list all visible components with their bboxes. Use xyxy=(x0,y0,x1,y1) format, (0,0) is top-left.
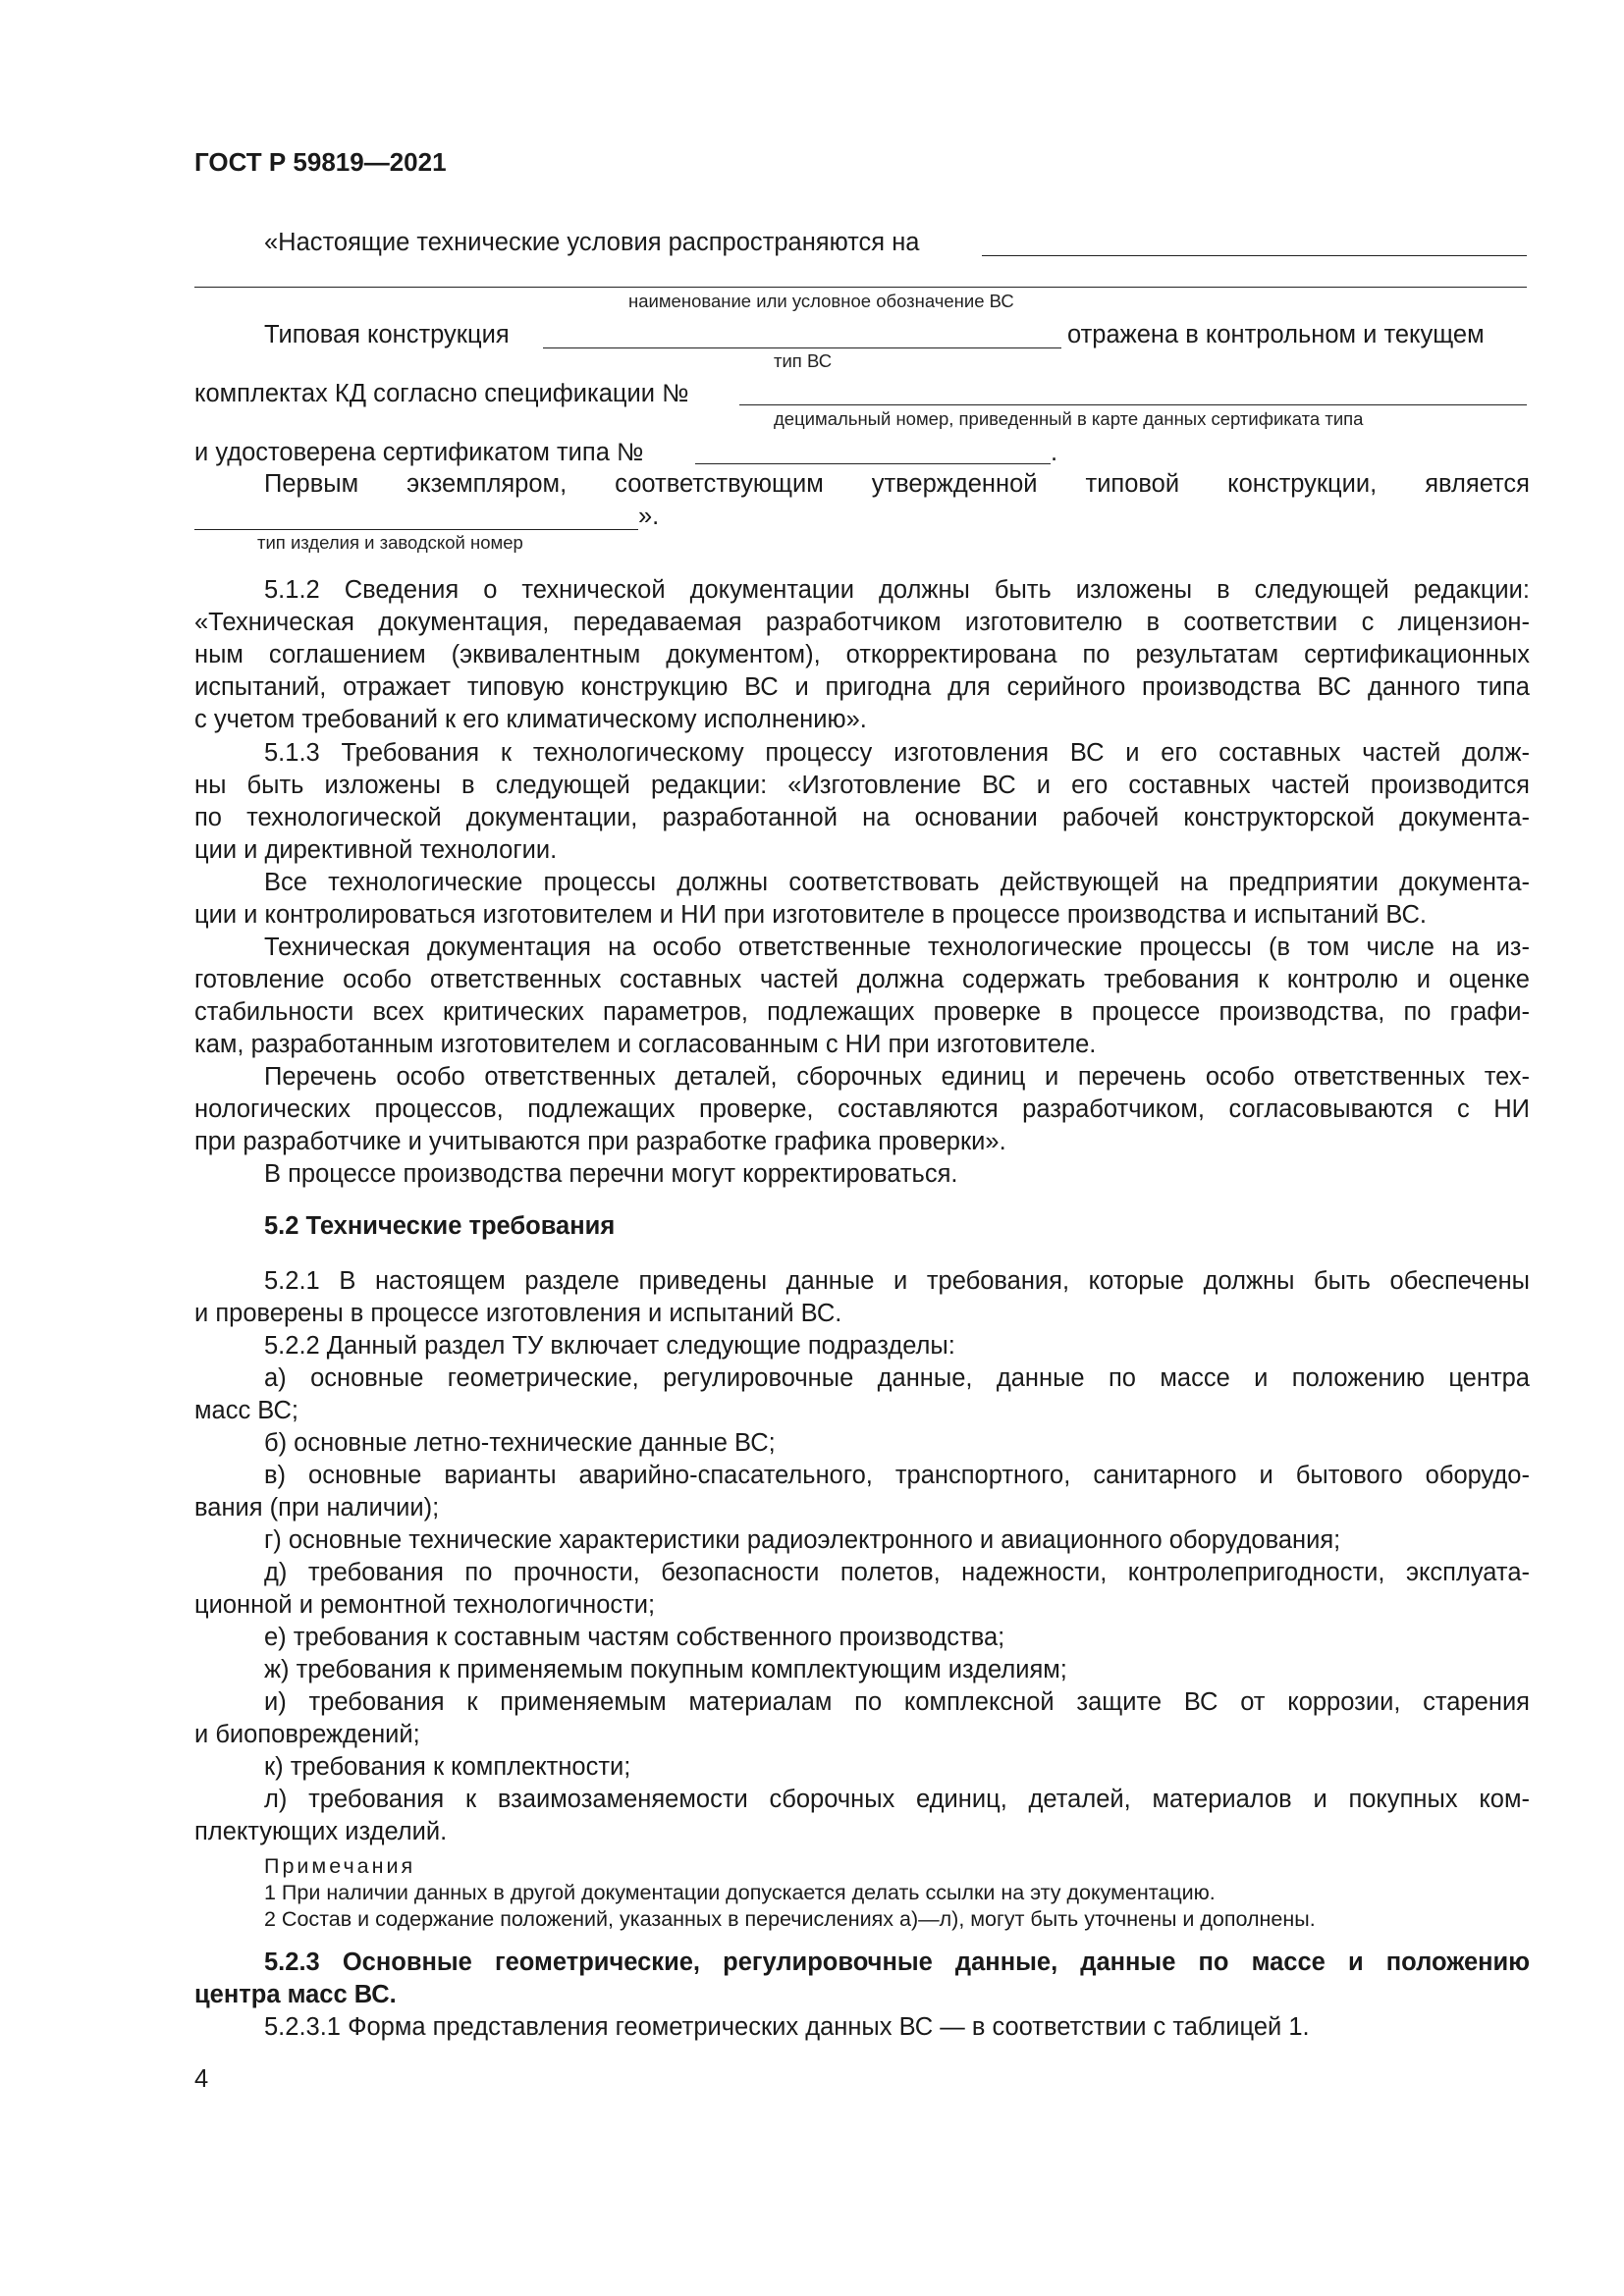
caption-decimal-number: децимальный номер, приведенный в карте данных сертификата типа xyxy=(774,408,1364,429)
heading-5-2: 5.2 Технические требования xyxy=(264,1212,616,1240)
section-5-1-2: 5.1.2 Сведения о технической документации должны быть изложены в следующей редакции: «Техническая документация, передаваемая разработчиком изготовителю в соответствии с лицензион- ным соглашением (эквивалентным документом), откорректирована по результатам сертификационных испытаний, отражает типовую конструкцию ВС и пригодна для серийного производства ВС данного типа с учетом требований к его климатическому исполнению». xyxy=(194,576,1530,733)
form-line-1: «Настоящие технические условия распространяются на xyxy=(264,229,920,256)
caption-aircraft-name: наименование или условное обозначение ВС xyxy=(628,291,1014,311)
section-5-2-2: 5.2.2 Данный раздел ТУ включает следующие подразделы: xyxy=(264,1332,955,1360)
form-line-2-right: отражена в контрольном и текущем xyxy=(1067,321,1485,348)
document-header-id: ГОСТ Р 59819—2021 xyxy=(194,147,447,177)
paragraph-lists-adjustable: В процессе производства перечни могут корректироваться. xyxy=(264,1160,958,1188)
list-item-k: к) требования к комплектности; xyxy=(264,1753,631,1781)
note-2: 2 Состав и содержание положений, указанных в перечислениях а)—л), могут быть уточнены и дополнены. xyxy=(264,1907,1316,1931)
form-blank-certificate xyxy=(695,463,1051,464)
list-item-i: и) требования к применяемым материалам по комплексной защите ВС от коррозии, старения и биоповреждений; xyxy=(194,1688,1530,1748)
page-number: 4 xyxy=(194,2065,209,2093)
form-blank-serial xyxy=(194,529,638,530)
form-line-5: Первым экземпляром, соответствующим утвержденной типовой конструкции, является xyxy=(264,470,1530,498)
list-item-g: г) основные технические характеристики радиоэлектронного и авиационного оборудования; xyxy=(264,1526,1341,1554)
list-item-e: е) требования к составным частям собственного производства; xyxy=(264,1624,1005,1651)
form-blank-decimal-number xyxy=(739,404,1527,405)
list-item-zh: ж) требования к применяемым покупным комплектующим изделиям; xyxy=(264,1656,1067,1683)
form-blank-name-1 xyxy=(982,255,1527,256)
paragraph-technical-documentation: Техническая документация на особо ответственные технологические процессы (в том числе на из- готовление особо ответственных составных частей должна содержать требования к контролю и оценке стабильности всех критических параметров, подлежащих проверке в процессе производства, по графи- кам, разработанным изготовителем и согласованным с НИ при изготовителе. xyxy=(194,934,1530,1058)
caption-aircraft-type: тип ВС xyxy=(774,350,833,371)
note-1: 1 При наличии данных в другой документации допускается делать ссылки на эту документацию. xyxy=(264,1881,1216,1904)
heading-5-2-3: 5.2.3 Основные геометрические, регулировочные данные, данные по массе и положению центра масс ВС. xyxy=(194,1949,1530,2008)
list-item-l: л) требования к взаимозаменяемости сборочных единиц, деталей, материалов и покупных ком- плектующих изделий. xyxy=(194,1786,1530,1845)
section-5-2-3-1: 5.2.3.1 Форма представления геометрических данных ВС — в соответствии с таблицей 1. xyxy=(264,2013,1310,2041)
list-item-d: д) требования по прочности, безопасности полетов, надежности, контролепригодности, эксплуата- ционной и ремонтной технологичности; xyxy=(194,1559,1530,1619)
list-item-b: б) основные летно-технические данные ВС; xyxy=(264,1429,776,1457)
form-line-6-end: ». xyxy=(638,503,660,530)
form-line-4-end: . xyxy=(1051,439,1058,466)
form-line-3: комплектах КД согласно спецификации № xyxy=(194,380,689,407)
notes-title: Примечания xyxy=(264,1854,416,1878)
form-blank-name-2 xyxy=(194,287,1527,288)
paragraph-critical-parts-list: Перечень особо ответственных деталей, сборочных единиц и перечень особо ответственных тех- нологических процессов, подлежащих проверке, составляются разработчиком, согласовываются с НИ при разработчике и учитываются при разработке графика проверки». xyxy=(194,1063,1530,1155)
form-line-4: и удостоверена сертификатом типа № xyxy=(194,439,644,466)
section-5-1-3: 5.1.3 Требования к технологическому процессу изготовления ВС и его составных частей долж- ны быть изложены в следующей редакции: «Изготовление ВС и его составных частей производится по технологической документации, разработанной на основании рабочей конструкторской документа- ции и директивной технологии. xyxy=(194,739,1530,864)
form-line-2-left: Типовая конструкция xyxy=(264,321,510,348)
list-item-a: а) основные геометрические, регулировочные данные, данные по массе и положению центра масс ВС; xyxy=(194,1364,1530,1424)
list-item-v: в) основные варианты аварийно-спасательного, транспортного, санитарного и бытового оборудо- вания (при наличии); xyxy=(194,1462,1530,1522)
section-5-2-1: 5.2.1 В настоящем разделе приведены данные и требования, которые должны быть обеспечены и проверены в процессе изготовления и испытаний ВС. xyxy=(194,1267,1530,1327)
paragraph-all-processes: Все технологические процессы должны соответствовать действующей на предприятии документа- ции и контролироваться изготовителем и НИ при изготовителе в процессе производства и испытаний ВС. xyxy=(194,869,1530,929)
form-blank-type xyxy=(543,347,1061,348)
caption-product-serial: тип изделия и заводской номер xyxy=(257,532,523,553)
